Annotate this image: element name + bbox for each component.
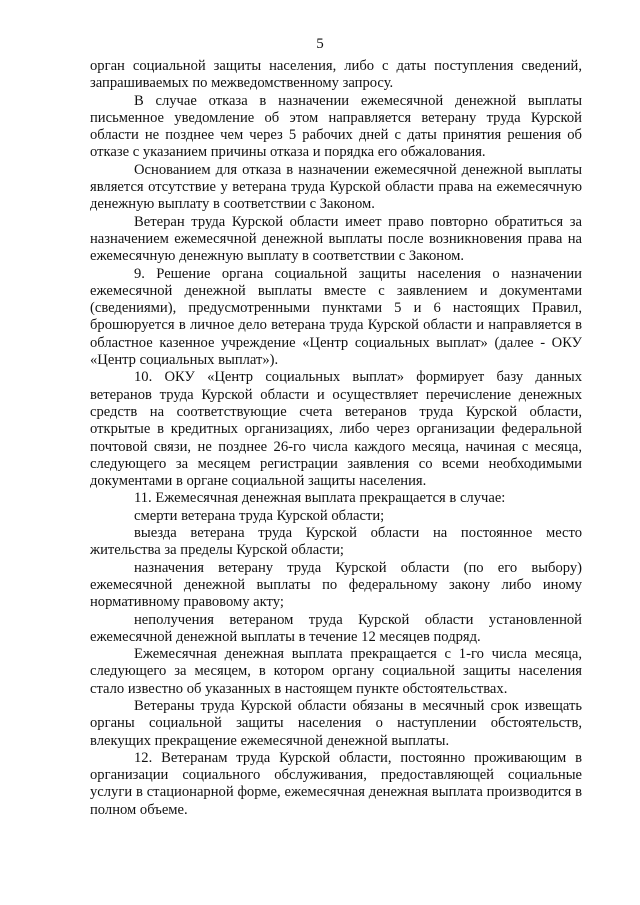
paragraph-termination-date: Ежемесячная денежная выплата прекращается с 1-го числа месяца, следующего за месяцем, в котором органу социальной защиты населения стало известно об указанных в настоящем пункте обстоятельствах. (90, 646, 582, 697)
list-item-death: смерти ветерана труда Курской области; (134, 507, 385, 524)
paragraph-refusal-notice: В случае отказа в назначении ежемесячной денежной выплаты письменное уведомление об этом направляется ветерану труда Курской области не позднее чем через 5 рабочих дней с даты принятия решения об отказе с указанием причины отказа и порядка его обжалования. (90, 92, 582, 161)
paragraph-reapplication: Ветеран труда Курской области имеет право повторно обратиться за назначением ежемесячной денежной выплаты после возникновения права на ежемесячную денежную выплату в соответствии с Законом. (90, 213, 582, 265)
list-item-non-receipt: неполучения ветераном труда Курской области установленной ежемесячной денежной выплаты в течение 12 месяцев подряд. (90, 611, 582, 645)
paragraph-continuation: орган социальной защиты населения, либо с даты поступления сведений, запрашиваемых по межведомственному запросу. (90, 58, 582, 92)
document-body (90, 58, 582, 819)
paragraph-item-12: 12. Ветеранам труда Курской области, постоянно проживающим в организации социального обслуживания, предоставляющей социальные услуги в стационарной форме, ежемесячная денежная выплата производится в полном объеме. (90, 749, 582, 818)
page-number: 5 (316, 36, 324, 52)
list-item-federal-payment: назначения ветерану труда Курской области (по его выбору) ежемесячной денежной выплаты по федеральному закону либо иному нормативному правовому акту; (90, 559, 582, 611)
paragraph-item-9: 9. Решение органа социальной защиты населения о назначении ежемесячной денежной выплаты вместе с заявлением и документами (сведениями), предусмотренными пунктами 5 и 6 настоящих Правил, брошюруется в личное дело ветерана труда Курской области и направляется в областное казенное учреждение «Центр социальных выплат» (далее - ОКУ «Центр социальных выплат»). (90, 265, 582, 369)
paragraph-refusal-grounds: Основанием для отказа в назначении ежемесячной денежной выплаты является отсутствие у ветерана труда Курской области права на ежемесячную денежную выплату в соответствии с Законом. (90, 161, 582, 213)
paragraph-notification-duty: Ветераны труда Курской области обязаны в месячный срок извещать органы социальной защиты населения о наступлении обстоятельств, влекущих прекращение ежемесячной денежной выплаты. (90, 697, 582, 749)
paragraph-item-11: 11. Ежемесячная денежная выплата прекращается в случае: (134, 490, 506, 507)
list-item-relocation: выезда ветерана труда Курской области на постоянное место жительства за пределы Курской области; (90, 525, 582, 559)
paragraph-item-10: 10. ОКУ «Центр социальных выплат» формирует базу данных ветеранов труда Курской области и осуществляет перечисление денежных средств на соответствующие счета ветеранов труда Курской области, открытые в кредитных организациях, либо через организации федеральной почтовой связи, не позднее 26-го числа каждого месяца, начиная с месяца, следующего за месяцем регистрации заявления со всеми необходимыми документами в органе социальной защиты населения. (90, 369, 582, 490)
